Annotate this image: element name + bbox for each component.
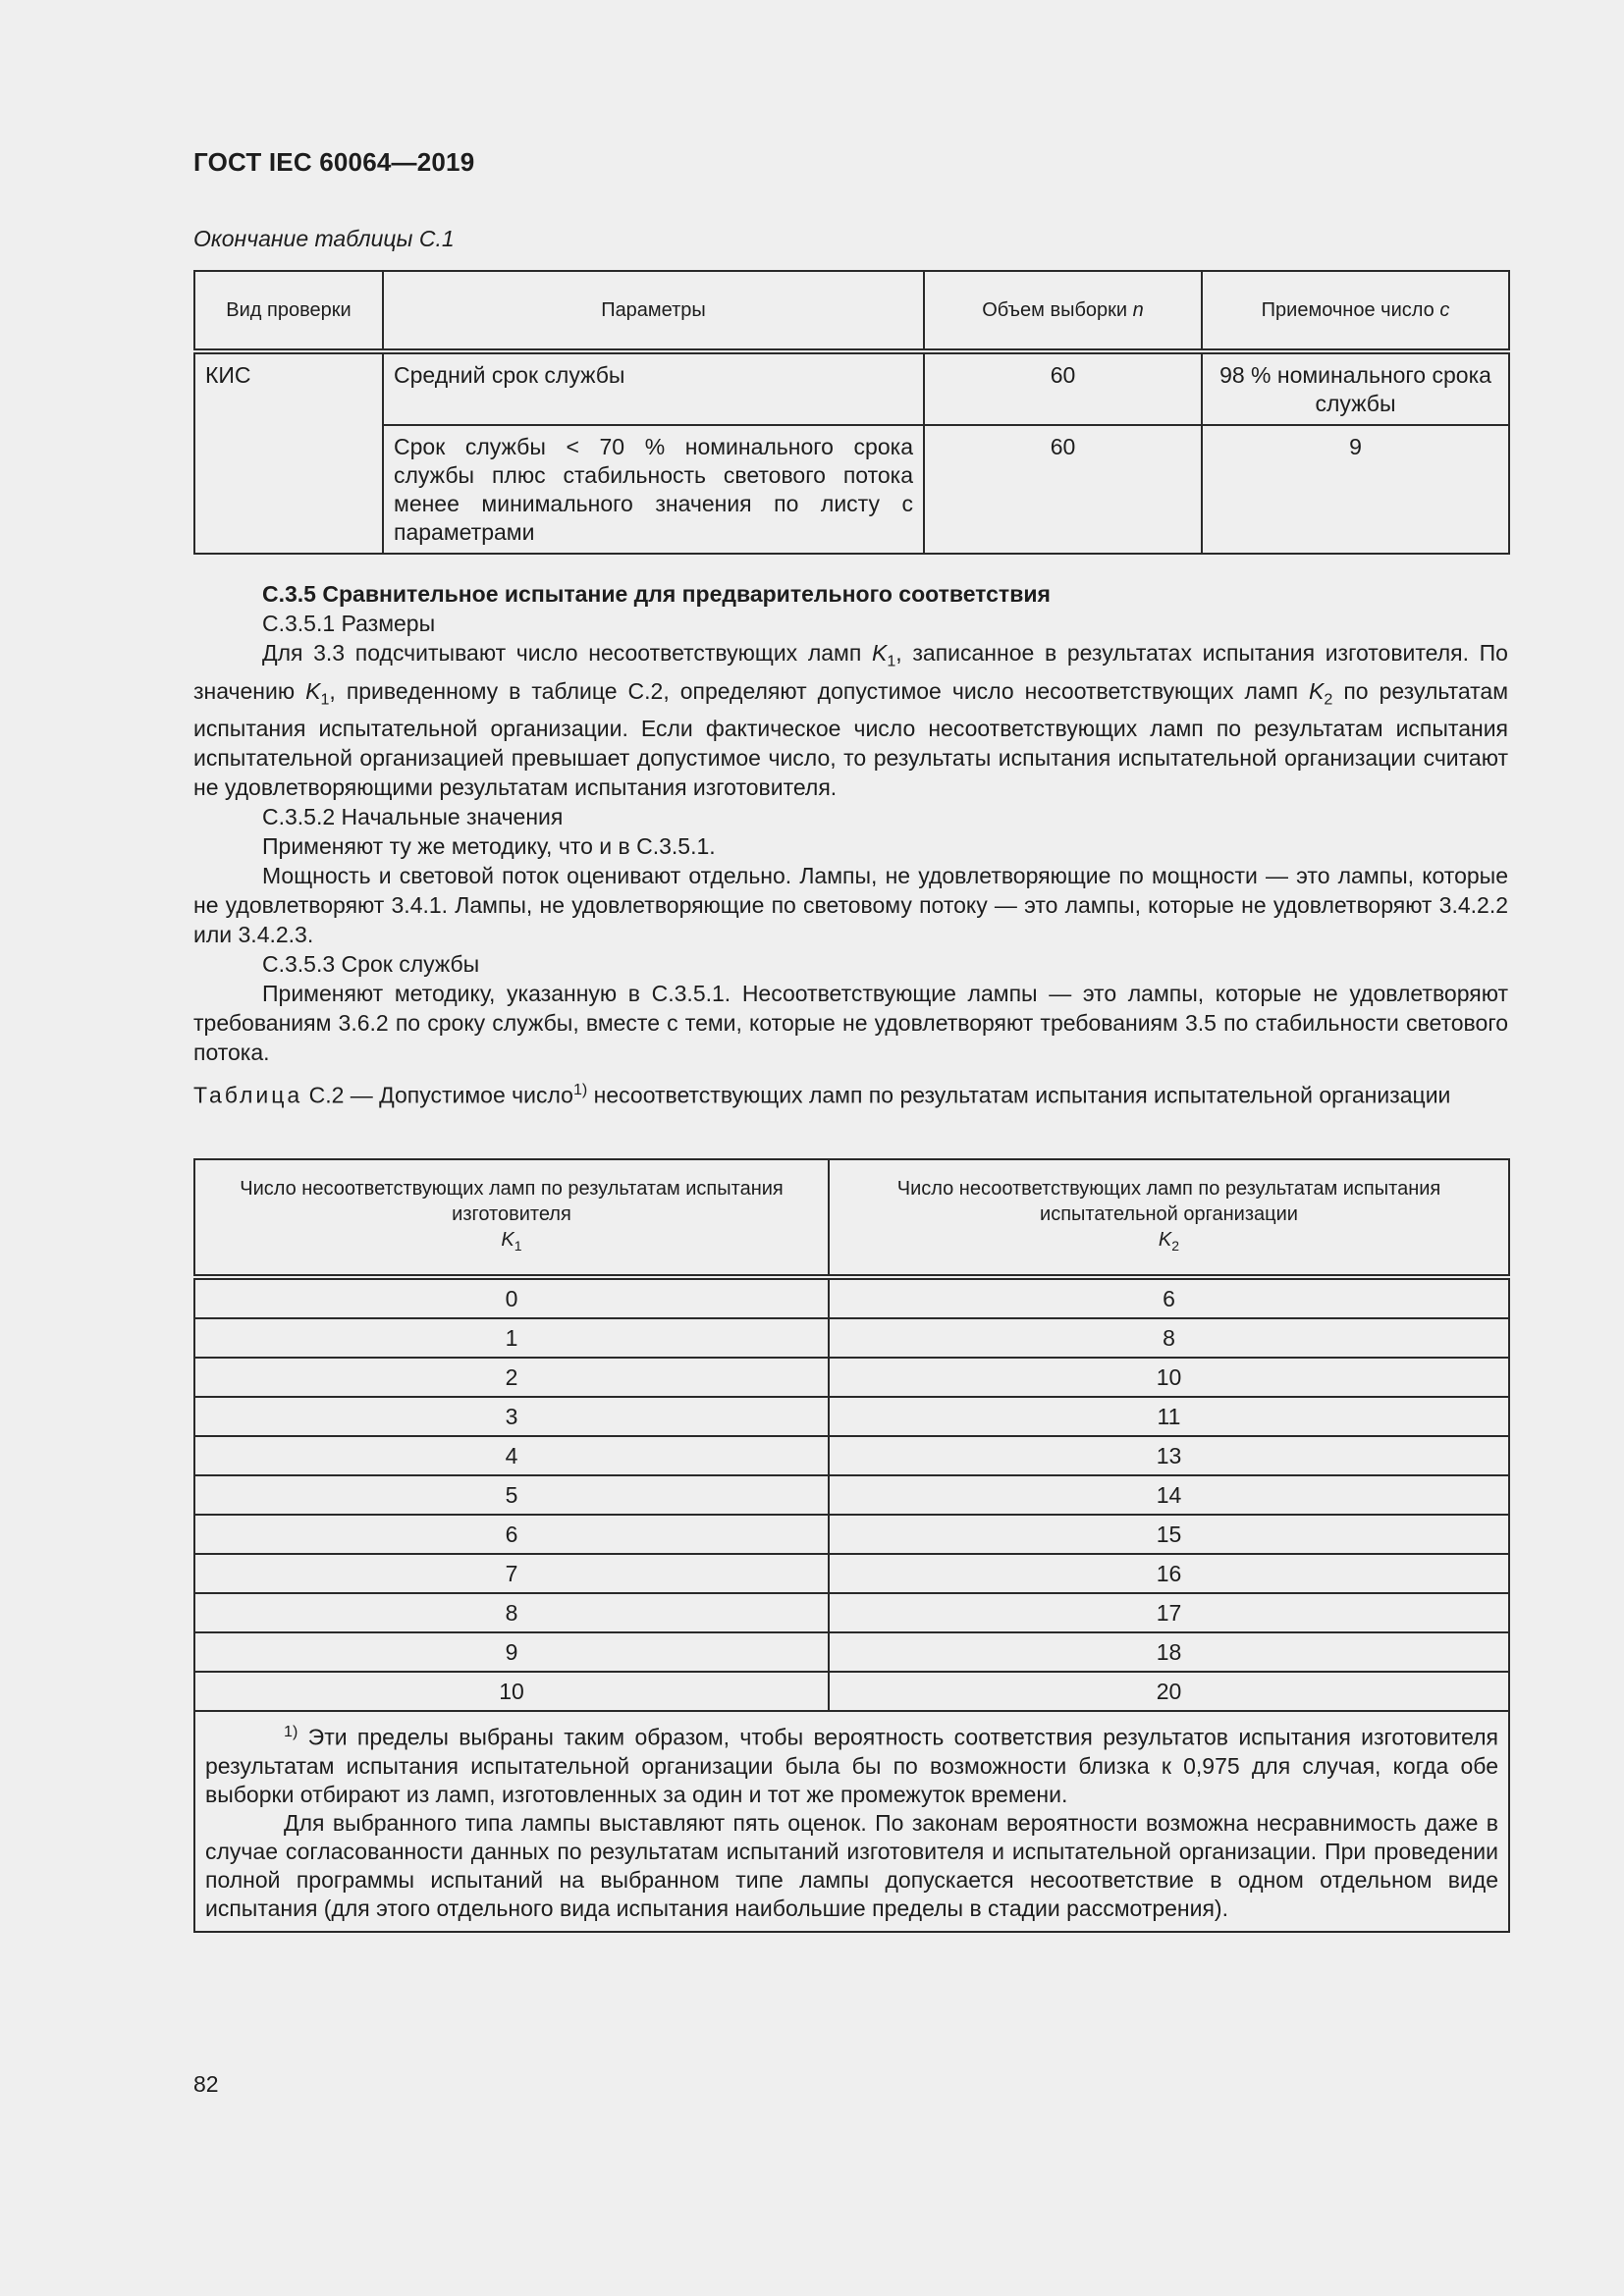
cell-sample-size: 60 [924, 425, 1202, 554]
cell-k1: 5 [194, 1475, 829, 1515]
table-row [194, 1277, 1509, 1318]
table-row [194, 1475, 1509, 1515]
cell-k1: 7 [194, 1554, 829, 1593]
cell-k2: 13 [829, 1436, 1509, 1475]
table-row [194, 425, 1509, 554]
cell-k2: 10 [829, 1358, 1509, 1397]
cell-parameter: Средний срок службы [383, 351, 924, 425]
table-footnote [194, 1711, 1509, 1932]
table-c2-caption: Таблица С.2 — Допустимое число$^{1)}$ несоответствующих ламп по результатам испытания испытательной организации [193, 1081, 1451, 1108]
cell-acceptance: 98 % номинального срока службы [1202, 351, 1509, 425]
table-c2 [193, 1158, 1510, 1933]
cell-k2: 17 [829, 1593, 1509, 1632]
header-check-type: Вид проверки [194, 271, 383, 351]
table-c1 [193, 270, 1510, 555]
header-acceptance-number: Приемочное число c [1202, 271, 1509, 351]
footnote-paragraph: $^{1)}$ Эти пределы выбраны таким образом, чтобы вероятность соответствия результатов испытания изготовителя результатам испытания испытательной организации была бы по возможности близка к 0,975 для случая, когда обе выборки отбирают из ламп, изготовленных за один и тот же промежуток времени. [205, 1723, 1498, 1807]
table-row [194, 1632, 1509, 1672]
cell-k2: 18 [829, 1632, 1509, 1672]
cell-parameter: Срок службы < 70 % номинального срока службы плюс стабильность светового потока менее минимального значения по листу с параметрами [383, 425, 924, 554]
footnote-paragraph: Для выбранного типа лампы выставляют пять оценок. По законам вероятности возможна несравнимость даже в случае согласованности данных по результатам испытаний изготовителя и испытательной организации. При проведении полной программы испытаний на выбранном типе лампы допускается несоответствие в одном отдельном виде испытания (для этого отдельного вида испытания наибольшие пределы в стадии рассмотрения). [205, 1809, 1498, 1921]
subsection-title: С.3.5.1 Размеры [262, 611, 436, 636]
section-heading: С.3.5 Сравнительное испытание для предварительного соответствия [262, 581, 1051, 607]
cell-k1: 1 [194, 1318, 829, 1358]
cell-k2: 20 [829, 1672, 1509, 1711]
paragraph: Применяют методику, указанную в С.3.5.1. Несоответствующие лампы — это лампы, которые не удовлетворяют требованиям 3.6.2 по сроку службы, вместе с теми, которые не удовлетворяют требованиям 3.5 по стабильности светового потока. [193, 981, 1508, 1066]
table-note-row [194, 1711, 1509, 1932]
cell-k1: 2 [194, 1358, 829, 1397]
paragraph: Мощность и световой поток оценивают отдельно. Лампы, не удовлетворяющие по мощности — это лампы, которые не удовлетворяют 3.4.1. Лампы, не удовлетворяющие по световому потоку — это лампы, которые не удовлетворяют 3.4.2.2 или 3.4.2.3. [193, 863, 1508, 948]
paragraph: Применяют ту же методику, что и в С.3.5.1. [262, 833, 716, 860]
paragraph: Для 3.3 подсчитывают число несоответствующих ламп $K_1$, записанное в результатах испытания изготовителя. По значению $K_1$, приведенному в таблице С.2, определяют допустимое число несоответствующих ламп $K_2$ по результатам испытания испытательной организации. Если фактическое число несоответствующих ламп по результатам испытания испытательной организацией превышает допустимое число, то результаты испытания испытательной организации считают не удовлетворяющими результатам испытания изготовителя. [193, 640, 1509, 801]
table-row [194, 1515, 1509, 1554]
cell-k2: 11 [829, 1397, 1509, 1436]
cell-k2: 15 [829, 1515, 1509, 1554]
table-row [194, 351, 1509, 425]
cell-k1: 6 [194, 1515, 829, 1554]
cell-k1: 9 [194, 1632, 829, 1672]
cell-k1: 10 [194, 1672, 829, 1711]
table-header-row [194, 1159, 1509, 1277]
header-k2: Число несоответствующих ламп по результатам испытания испытательной организации $K_2$ [829, 1159, 1509, 1277]
cell-k2: 6 [829, 1277, 1509, 1318]
cell-k2: 16 [829, 1554, 1509, 1593]
header-k1: Число несоответствующих ламп по результатам испытания изготовителя $K_1$ [194, 1159, 829, 1277]
cell-acceptance: 9 [1202, 425, 1509, 554]
cell-k1: 4 [194, 1436, 829, 1475]
table-row [194, 1436, 1509, 1475]
table-row [194, 1593, 1509, 1632]
cell-k2: 8 [829, 1318, 1509, 1358]
table-row [194, 1318, 1509, 1358]
cell-k1: 0 [194, 1277, 829, 1318]
cell-k1: 3 [194, 1397, 829, 1436]
subsection-title: С.3.5.3 Срок службы [262, 951, 480, 978]
table-row [194, 1397, 1509, 1436]
cell-k2: 14 [829, 1475, 1509, 1515]
cell-sample-size: 60 [924, 351, 1202, 425]
cell-k1: 8 [194, 1593, 829, 1632]
section-c35 [193, 579, 1508, 1067]
subsection-title: С.3.5.2 Начальные значения [262, 804, 564, 830]
table-row [194, 1554, 1509, 1593]
page-number: 82 [193, 2071, 219, 2097]
cell-check-type: КИС [194, 351, 383, 554]
header-parameters: Параметры [383, 271, 924, 351]
table-row [194, 1358, 1509, 1397]
table-header-row [194, 271, 1509, 351]
header-sample-size: Объем выборки n [924, 271, 1202, 351]
document-title: ГОСТ IEC 60064—2019 [193, 147, 475, 177]
table-row [194, 1672, 1509, 1711]
table-c1-caption: Окончание таблицы С.1 [193, 226, 455, 251]
